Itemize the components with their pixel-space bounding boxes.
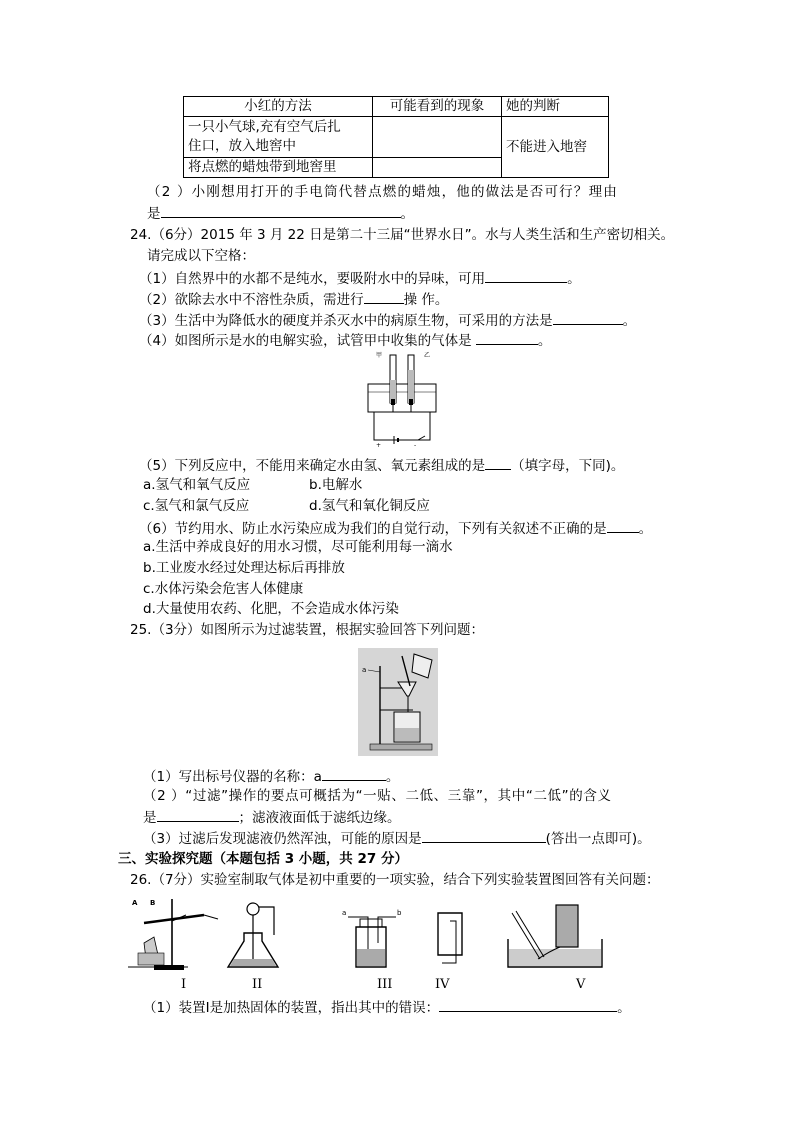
text: （2）欲除去水中不溶性杂质，需进行 xyxy=(139,292,364,308)
q24-p6 xyxy=(139,518,652,538)
text: 。 xyxy=(617,1000,631,1016)
q24-p6-option-a: a.生活中养成良好的用水习惯，尽可能利用每一滴水 xyxy=(143,539,453,555)
q24-p6-option-c: c.水体污染会危害人体健康 xyxy=(143,581,304,597)
q24-p4 xyxy=(139,330,551,350)
text: 。 xyxy=(400,206,414,222)
text: （1）自然界中的水都不是纯水，要吸附水中的异味，可用 xyxy=(139,271,486,287)
text: （3）过滤后发现滤液仍然浑浊，可能的原因是 xyxy=(143,831,422,847)
q25-p2-line1: （2 ）“过滤”操作的要点可概括为“一贴、二低、三靠”，其中“二低”的含义 xyxy=(143,788,612,804)
label-IV: IV xyxy=(435,977,450,992)
answer-blank[interactable] xyxy=(322,766,386,781)
answer-blank[interactable] xyxy=(439,997,617,1012)
label-A: A xyxy=(132,899,138,907)
label-II: II xyxy=(252,977,263,992)
q24-p6-option-b: b.工业废水经过处理达标后再排放 xyxy=(143,560,345,576)
label-jia: 甲 xyxy=(376,352,383,359)
text: (答出一点即可)。 xyxy=(545,831,651,847)
q24-p1 xyxy=(139,268,581,288)
table-header: 可能看到的现象 xyxy=(373,97,502,117)
q26-stem: 26.（7分）实验室制取气体是初中重要的一项实验，结合下列实验装置图回答有关问题： xyxy=(130,872,660,888)
answer-blank[interactable] xyxy=(485,268,567,283)
section3-title: 三、实验探究题（本题包括 3 小题，共 27 分） xyxy=(118,851,408,867)
q24-p5 xyxy=(139,455,624,475)
text: 。 xyxy=(385,769,400,785)
text: 。 xyxy=(622,313,637,329)
answer-blank[interactable] xyxy=(476,330,538,345)
filtration-figure xyxy=(358,648,438,756)
apparatus-v xyxy=(508,905,602,967)
q24-option-c: c.氢气和氯气反应 xyxy=(143,498,250,514)
text: ；滤液液面低于滤纸边缘。 xyxy=(238,810,401,826)
q24-stem: 24.（6分）2015 年 3 月 22 日是第二十三届“世界水日”。水与人类生活和生产密切相关。 xyxy=(130,227,675,243)
q24-p2 xyxy=(139,289,448,309)
text: （1）写出标号仪器的名称：a xyxy=(143,769,322,785)
q24-p3 xyxy=(139,310,636,330)
answer-blank[interactable] xyxy=(553,310,623,325)
table-header: 小红的方法 xyxy=(184,97,373,117)
apparatus-i xyxy=(128,899,218,970)
table-cell-empty xyxy=(373,158,502,178)
q26-p1 xyxy=(143,997,631,1017)
answer-blank[interactable] xyxy=(485,455,511,470)
q24-instruction: 请完成以下空格： xyxy=(147,248,255,264)
answer-blank[interactable] xyxy=(161,203,401,218)
text: （1）装置Ⅰ是加热固体的装置，指出其中的错误： xyxy=(143,1000,440,1016)
label-I: I xyxy=(181,977,187,992)
text: 是 xyxy=(147,206,161,222)
apparatus-iv xyxy=(438,913,462,963)
label-III: III xyxy=(377,977,393,992)
table-cell: 将点燃的蜡烛带到地窖里 xyxy=(184,158,373,178)
text: （5）下列反应中，不能用来确定水由氢、氧元素组成的是 xyxy=(139,458,486,474)
q25-p2-line2 xyxy=(143,807,401,827)
svg-text:+: + xyxy=(376,442,382,448)
label-yi: 乙 xyxy=(424,352,431,359)
answer-blank[interactable] xyxy=(422,828,546,843)
text: 。 xyxy=(567,271,581,287)
q24-option-a: a.氢气和氧气反应 xyxy=(143,477,251,493)
label-B: B xyxy=(150,899,156,907)
text: 操 作。 xyxy=(403,292,449,308)
electrolysis-figure xyxy=(362,350,442,448)
table-cell: 不能进入地窖 xyxy=(502,117,609,178)
table-cell-text: 一只小气球,充有空气后扎 xyxy=(188,119,341,135)
text: （4）如图所示是水的电解实验，试管甲中收集的气体是 xyxy=(139,333,472,349)
answer-blank[interactable] xyxy=(157,807,239,822)
q25-p3 xyxy=(143,828,651,848)
q23-part2-line2 xyxy=(147,203,414,223)
label-a: a xyxy=(362,666,367,674)
text: （3）生活中为降低水的硬度并杀灭水中的病原生物，可采用的方法是 xyxy=(139,313,553,329)
table-cell-empty xyxy=(373,117,502,158)
answer-blank[interactable] xyxy=(607,518,639,533)
table-header: 她的判断 xyxy=(502,97,609,117)
label-a: a xyxy=(342,909,347,917)
q25-stem: 25.（3分）如图所示为过滤装置，根据实验回答下列问题： xyxy=(130,622,485,638)
apparatus-iii xyxy=(342,909,402,967)
text: 是 xyxy=(143,810,157,826)
text: 。 xyxy=(638,521,653,537)
q24-option-b: b.电解水 xyxy=(309,477,363,493)
q25-p1 xyxy=(143,766,399,786)
svg-text:-: - xyxy=(414,442,417,448)
q24-option-d: d.氢气和氧化铜反应 xyxy=(309,498,430,514)
text: 。 xyxy=(537,333,552,349)
label-V: V xyxy=(576,977,586,992)
label-b: b xyxy=(397,909,402,917)
q24-p6-option-d: d.大量使用农药、化肥，不会造成水体污染 xyxy=(143,601,399,617)
text: （填字母，下同)。 xyxy=(511,458,625,474)
table-cell-text: 住口，放入地窖中 xyxy=(188,138,296,154)
table-cell xyxy=(184,117,373,158)
apparatus-figure xyxy=(124,893,604,993)
answer-blank[interactable] xyxy=(364,289,404,304)
q23-part2-line1: （2 ）小刚想用打开的手电筒代替点燃的蜡烛，他的做法是否可行？理由 xyxy=(147,184,618,200)
text: （6）节约用水、防止水污染应成为我们的自觉行动，下列有关叙述不正确的是 xyxy=(139,521,607,537)
apparatus-ii xyxy=(228,903,278,967)
method-table xyxy=(183,96,609,178)
